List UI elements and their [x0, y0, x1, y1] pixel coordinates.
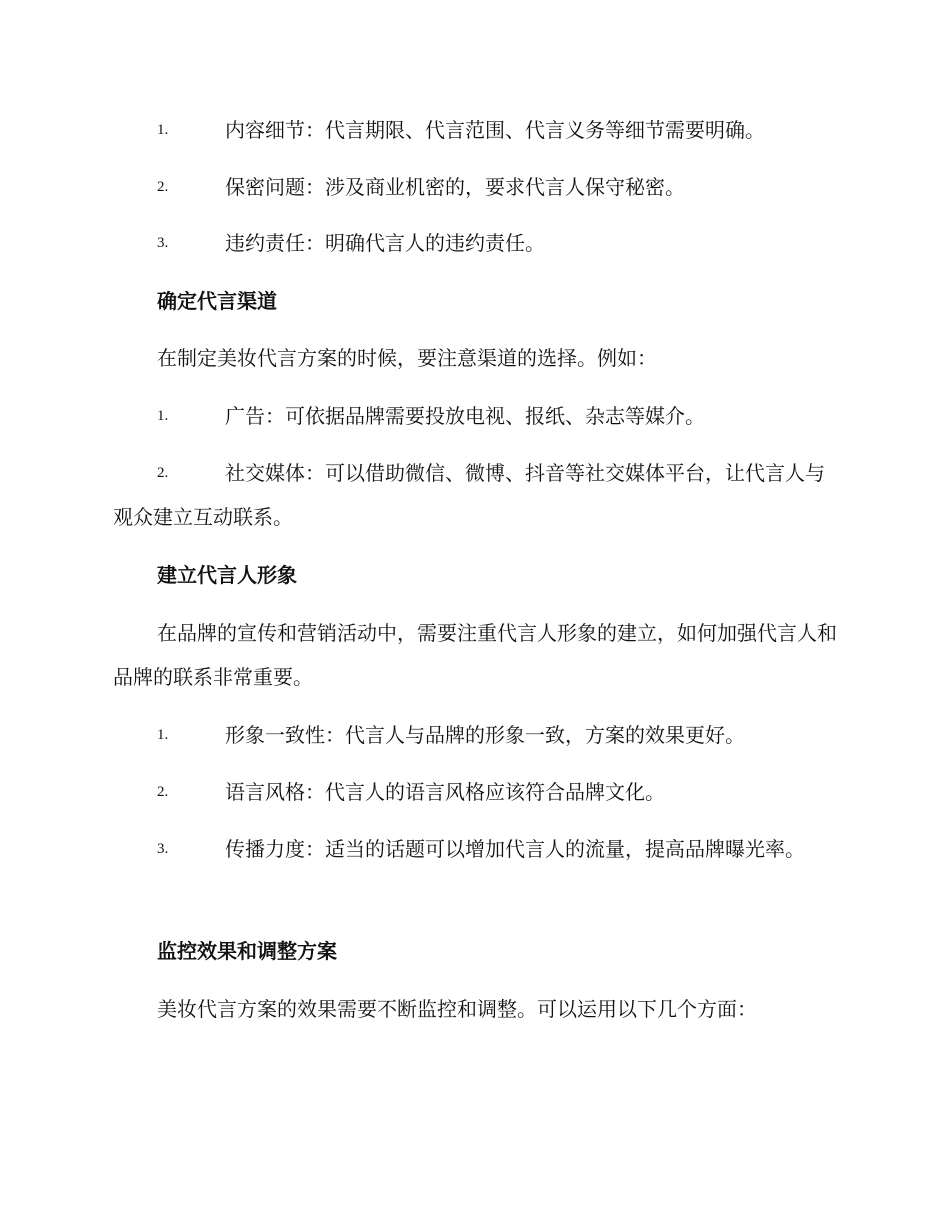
paragraph: 在制定美妆代言方案的时候，要注意渠道的选择。例如： [157, 346, 657, 370]
section-heading: 确定代言渠道 [157, 289, 277, 313]
section-heading: 建立代言人形象 [157, 563, 297, 587]
section-heading: 监控效果和调整方案 [157, 939, 337, 963]
list-number: 2. [157, 179, 169, 195]
list-number: 1. [157, 727, 169, 743]
paragraph: 美妆代言方案的效果需要不断监控和调整。可以运用以下几个方面： [157, 997, 757, 1021]
list-item [113, 221, 837, 265]
list-item [113, 451, 837, 539]
paragraph: 在品牌的宣传和营销活动中，需要注重代言人形象的建立，如何加强代言人和品牌的联系非常重要。 [113, 621, 837, 689]
list-item [113, 394, 837, 438]
list-text: 违约责任：明确代言人的违约责任。 [225, 231, 545, 255]
list-number: 2. [157, 784, 169, 800]
list-text: 内容细节：代言期限、代言范围、代言义务等细节需要明确。 [225, 118, 765, 142]
list-number: 3. [157, 235, 169, 251]
list-number: 2. [157, 465, 169, 481]
list-text: 传播力度：适当的话题可以增加代言人的流量，提高品牌曝光率。 [225, 837, 805, 861]
list-text: 广告：可依据品牌需要投放电视、报纸、杂志等媒介。 [225, 404, 705, 428]
list-text: 社交媒体：可以借助微信、微博、抖音等社交媒体平台，让代言人与观众建立互动联系。 [113, 461, 825, 529]
list-item [113, 827, 837, 871]
list-item [113, 713, 837, 757]
list-number: 1. [157, 408, 169, 424]
list-item [113, 108, 837, 152]
list-text: 语言风格：代言人的语言风格应该符合品牌文化。 [225, 780, 665, 804]
list-text: 保密问题：涉及商业机密的，要求代言人保守秘密。 [225, 175, 685, 199]
list-item [113, 165, 837, 209]
list-number: 1. [157, 122, 169, 138]
list-text: 形象一致性：代言人与品牌的形象一致，方案的效果更好。 [225, 723, 745, 747]
list-number: 3. [157, 841, 169, 857]
list-item [113, 770, 837, 814]
